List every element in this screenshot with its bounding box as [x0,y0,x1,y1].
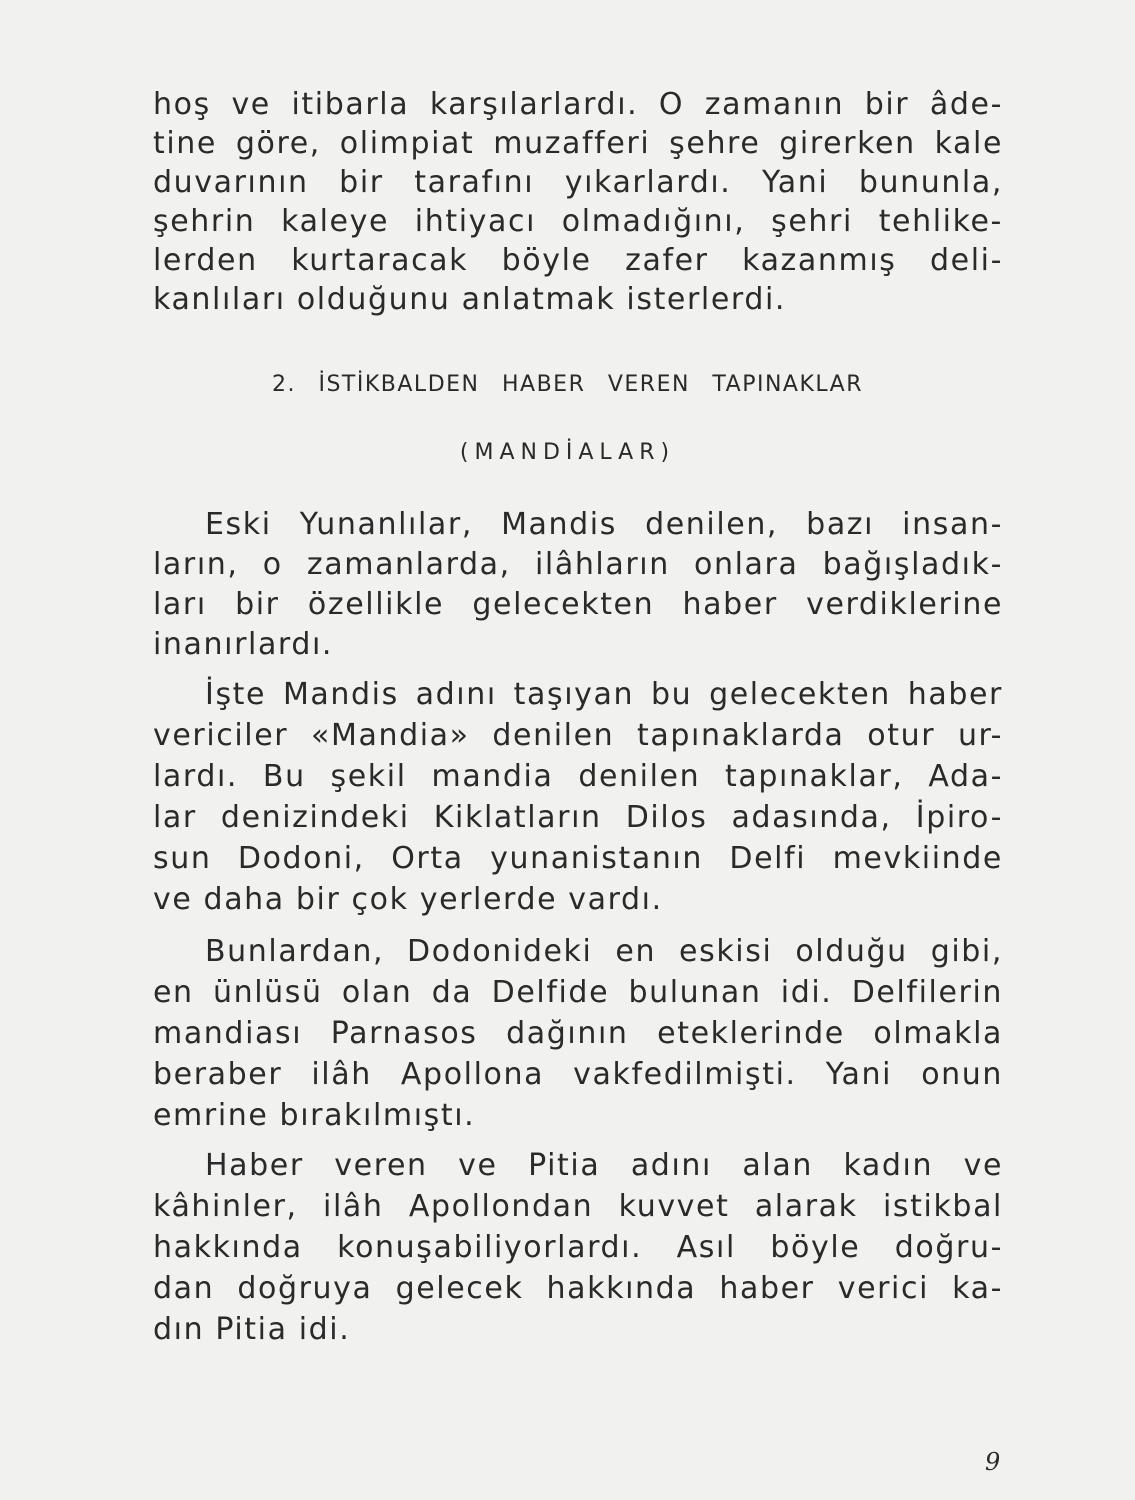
paragraph-1-line: lerden kurtaracak böyle zafer kazanmış deli- [153,243,1003,278]
section-subheading: (MANDİALAR) [459,440,676,465]
paragraph-4-line: beraber ilâh Apollona vakfedilmişti. Yani onun [153,1057,1003,1092]
paragraph-5-line: Haber veren ve Pitia adını alan kadın ve [205,1148,1003,1183]
section-heading: 2. İSTİKBALDEN HABER VEREN TAPINAKLAR [272,372,863,397]
page-number: 9 [985,1448,1001,1476]
paragraph-2-line: inanırlardı. [153,627,334,662]
paragraph-4-line: emrine bırakılmıştı. [153,1098,476,1133]
paragraph-1-line: hoş ve itibarla karşılarlardı. O zamanın bir âde- [153,87,1003,122]
paragraph-4-line: mandiası Parnasos dağının eteklerinde olmakla [153,1016,1003,1051]
paragraph-5-line: hakkında konuşabiliyorlardı. Asıl böyle doğru- [153,1230,1003,1265]
paragraph-3-line: sun Dodoni, Orta yunanistanın Delfi mevkiinde [153,841,1003,876]
paragraph-1-line: kanlıları olduğunu anlatmak isterlerdi. [153,282,787,317]
paragraph-3-line: lardı. Bu şekil mandia denilen tapınaklar, Ada- [153,759,1003,794]
paragraph-3-line: vericiler «Mandia» denilen tapınaklarda otur ur- [153,718,1003,753]
paragraph-3-line: ve daha bir çok yerlerde vardı. [153,882,663,917]
paragraph-3-line: lar denizindeki Kiklatların Dilos adasında, İpiro- [153,800,1003,835]
paragraph-5-line: dın Pitia idi. [153,1312,351,1347]
paragraph-1-line: duvarının bir tarafını yıkarlardı. Yani bununla, [153,165,1003,200]
paragraph-4-line: Bunlardan, Dodonideki en eskisi olduğu gibi, [205,934,1003,969]
paragraph-2-line: ları bir özellikle gelecekten haber verdiklerine [153,587,1003,622]
paragraph-1-line: şehrin kaleye ihtiyacı olmadığını, şehri tehlike- [153,204,1003,239]
paragraph-3-line: İşte Mandis adını taşıyan bu gelecekten haber [205,677,1003,712]
paragraph-5-line: dan doğruya gelecek hakkında haber verici ka- [153,1271,1003,1306]
paragraph-2-line: Eski Yunanlılar, Mandis denilen, bazı insan- [205,507,1003,542]
paragraph-1-line: tine göre, olimpiat muzafferi şehre girerken kale [153,126,1003,161]
paragraph-5-line: kâhinler, ilâh Apollondan kuvvet alarak istikbal [153,1189,1003,1224]
paragraph-4-line: en ünlüsü olan da Delfide bulunan idi. Delfilerin [153,975,1003,1010]
paragraph-2-line: ların, o zamanlarda, ilâhların onlara bağışladık- [153,547,1003,582]
